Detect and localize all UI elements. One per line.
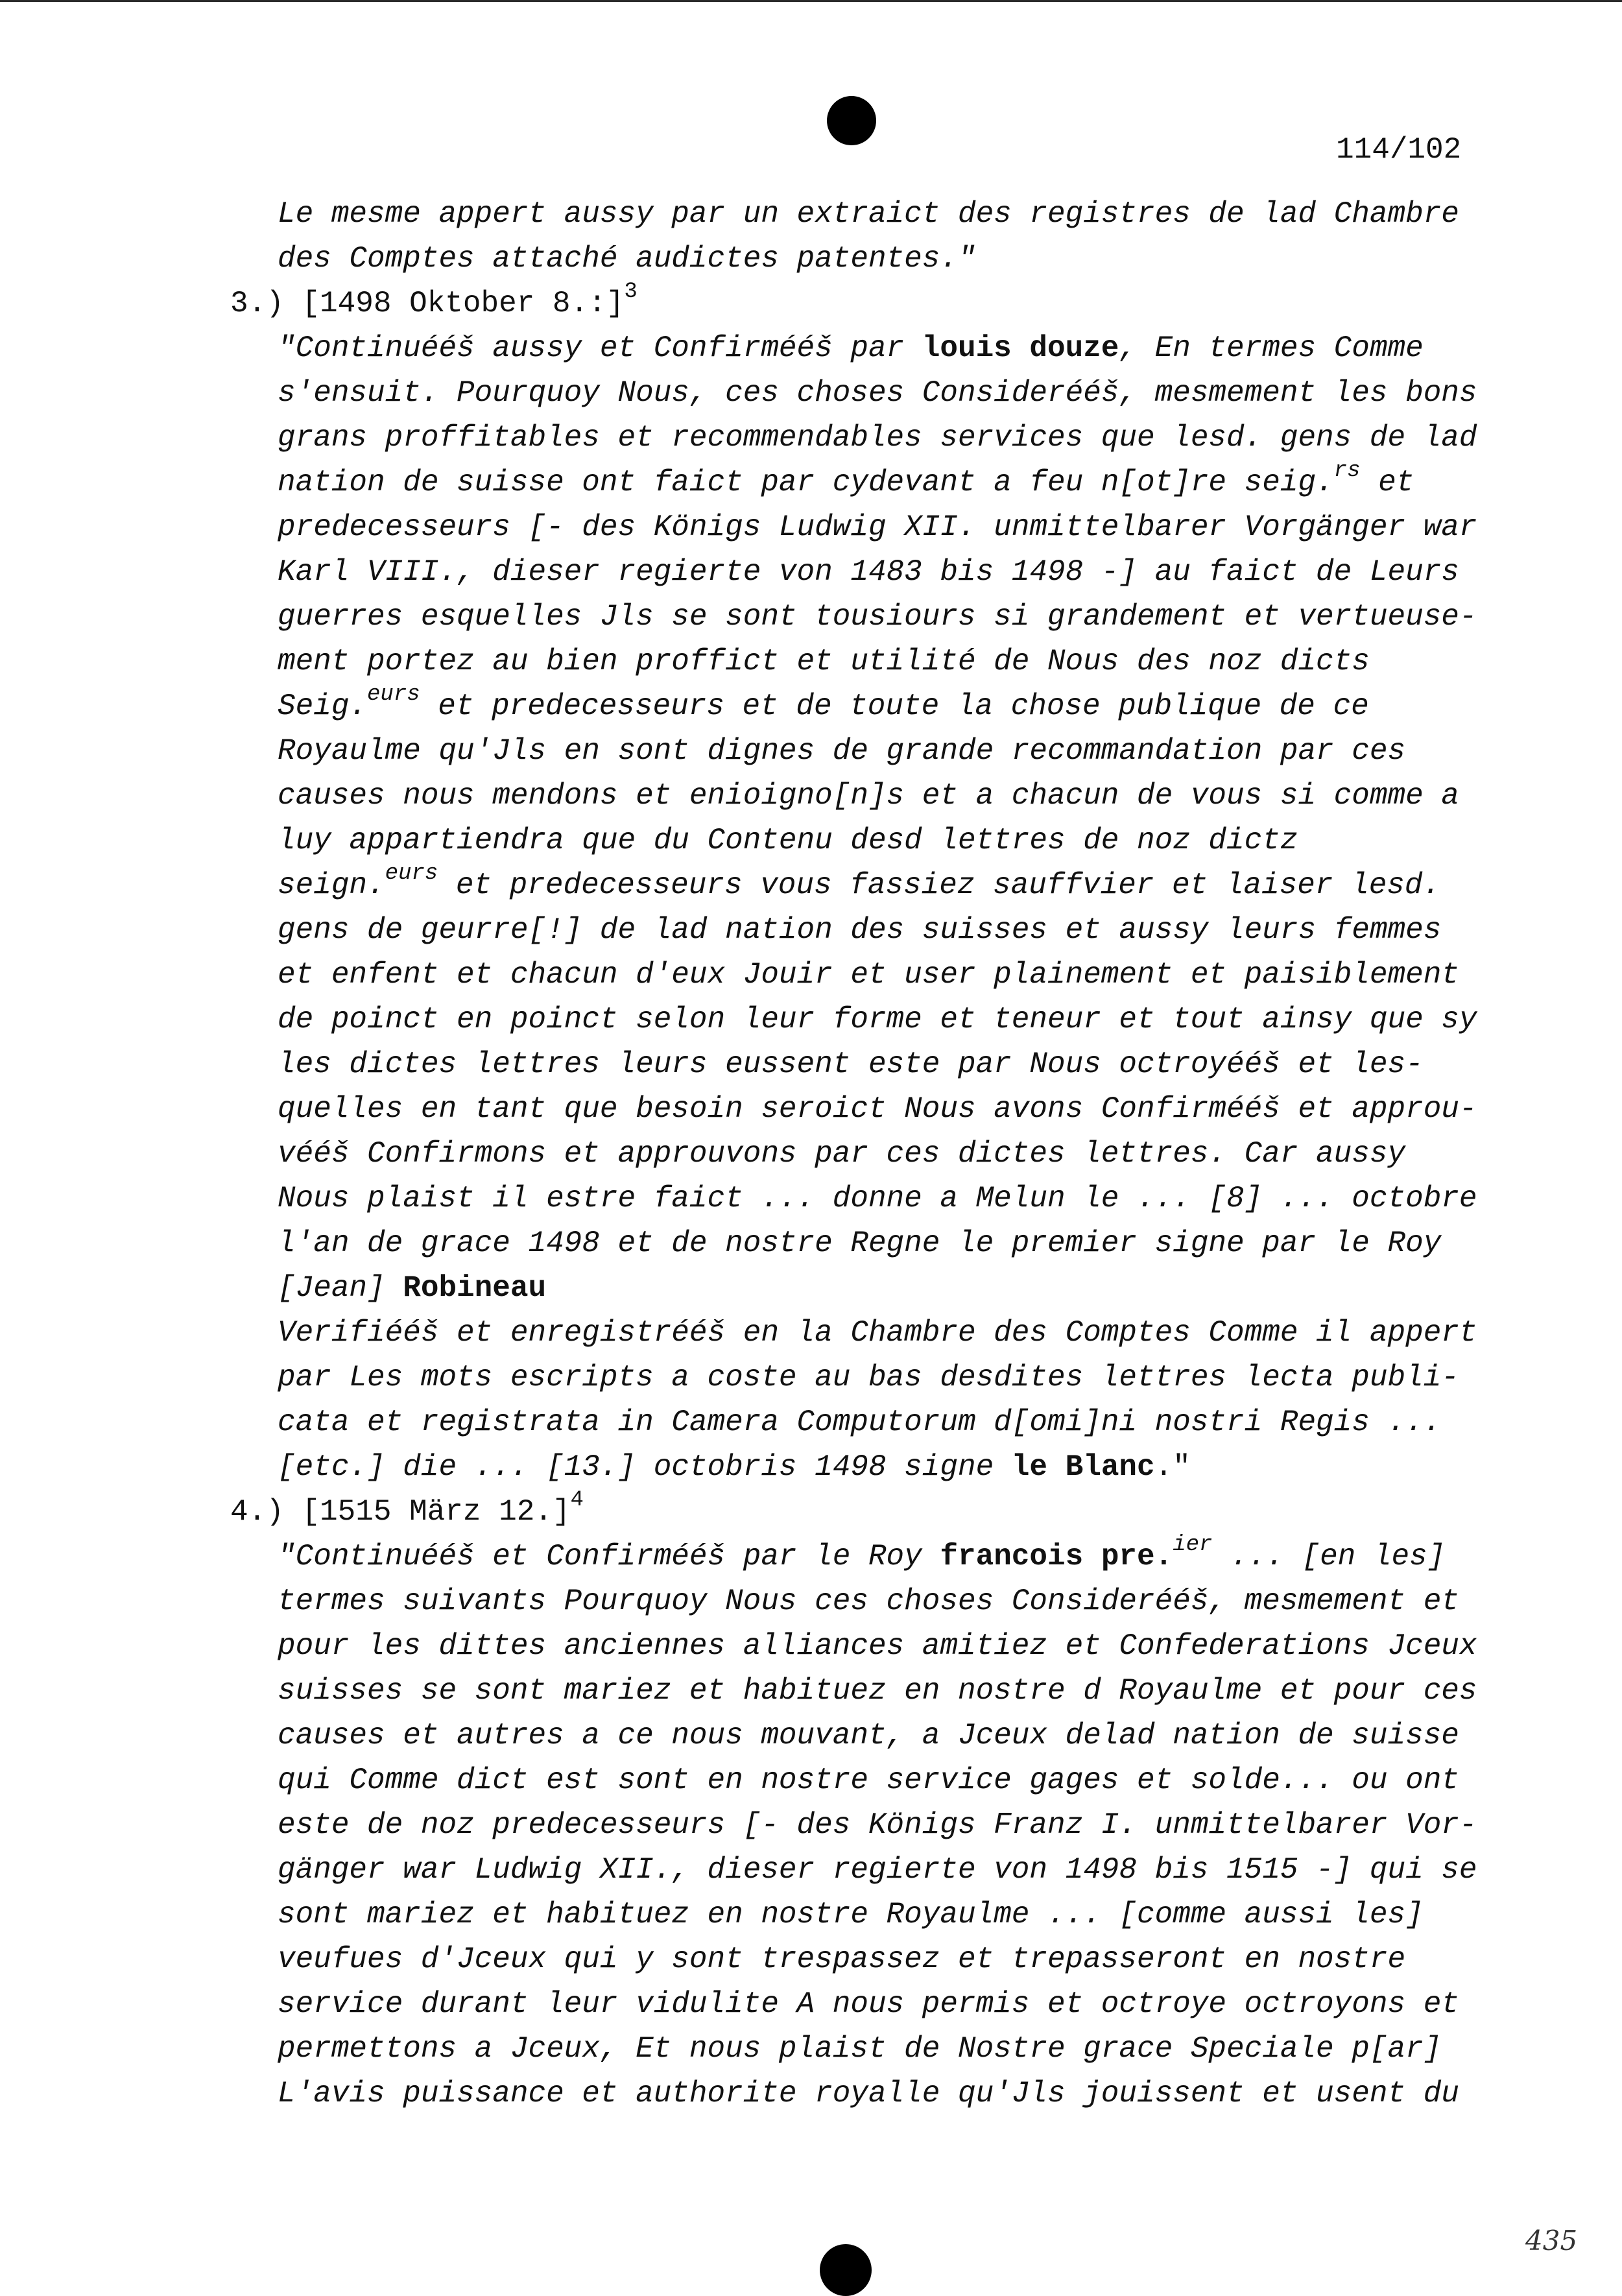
text-line: vééš Confirmons et approuvons par ces dictes lettres. Car aussy — [278, 1137, 1406, 1171]
text-line: Seig.$^{eurs}$ et predecesseurs et de toute la chose publique de ce — [278, 682, 1369, 723]
text-line: l'an de grace 1498 et de nostre Regne le premier signe par le Roy — [278, 1226, 1442, 1260]
text-line: [Jean] Robineau — [278, 1271, 547, 1305]
text-line: Karl VIII., dieser regierte von 1483 bis 1498 -] au faict de Leurs — [278, 555, 1459, 589]
punch-hole-bottom — [820, 2244, 872, 2296]
text-line: Nous plaist il estre faict ... donne a Melun le ... [8] ... octobre — [278, 1182, 1477, 1215]
text-line: s'ensuit. Pourquoy Nous, ces choses Considerééš, mesmement les bons — [278, 376, 1477, 410]
text-line: gänger war Ludwig XII., dieser regierte von 1498 bis 1515 -] qui se — [278, 1853, 1477, 1887]
text-line: veufues d'Jceux qui y sont trespassez et trepasseront en nostre — [278, 1943, 1406, 1976]
text-line: par Les mots escripts a coste au bas desdites lettres lecta publi- — [278, 1361, 1459, 1394]
text-line: guerres esquelles Jls se sont tousiours si grandement et vertueuse- — [278, 600, 1477, 634]
text-line: luy appartiendra que du Contenu desd lettres de noz dictz — [278, 824, 1298, 857]
text-line: "Continuééš aussy et Confirmééš par louis douze, En termes Comme — [278, 331, 1424, 365]
handwritten-page-number: 435 — [1525, 2225, 1578, 2256]
punch-hole-top — [827, 96, 876, 145]
text-line: causes et autres a ce nous mouvant, a Jceux delad nation de suisse — [278, 1719, 1459, 1752]
section-marker: 4.) — [230, 1495, 284, 1529]
page-top-edge — [0, 0, 1622, 2]
name-francois: francois pre. — [940, 1540, 1173, 1573]
text-line: pour les dittes anciennes alliances amitiez et Confederations Jceux — [278, 1629, 1477, 1663]
section-4-heading — [230, 1488, 584, 1531]
superscript: ier — [1173, 1533, 1213, 1557]
section-marker: 3.) — [230, 287, 284, 320]
text-line: "Continuééš et Confirmééš par le Roy francois pre.$^{ier}$ ... [en les] — [278, 1533, 1446, 1573]
text-line: permettons a Jceux, Et nous plaist de Nostre grace Speciale p[ar] — [278, 2032, 1442, 2066]
text-line: sont mariez et habituez en nostre Royaulme ... [comme aussi les] — [278, 1898, 1424, 1931]
text-line: L'avis puissance et authorite royalle qu'Jls jouissent et usent du — [278, 2077, 1459, 2111]
text-line: termes suivants Pourquoy Nous ces choses Considerééš, mesmement et — [278, 1584, 1459, 1618]
name-louis-douze: louis douze — [922, 331, 1119, 365]
name-le-blanc: le Blanc — [1011, 1450, 1155, 1484]
text-line: ment portez au bien proffict et utilité de Nous des noz dicts — [278, 645, 1370, 678]
text-line: causes nous mendons et enioigno[n]s et a chacun de vous si comme a — [278, 779, 1459, 813]
text-line: qui Comme dict est sont en nostre service gages et solde... ou ont — [278, 1764, 1459, 1797]
text-line: grans proffitables et recommendables services que lesd. gens de lad — [278, 421, 1477, 455]
text-line: [etc.] die ... [13.] octobris 1498 signe le Blanc." — [278, 1450, 1191, 1484]
text-line: este de noz predecesseurs [- des Königs Franz I. unmittelbarer Vor- — [278, 1808, 1477, 1842]
text-line: et enfent et chacun d'eux Jouir et user plainement et paisiblement — [278, 958, 1459, 992]
text-line: Verifiééš et enregistrééš en la Chambre des Comptes Comme il appert — [278, 1316, 1477, 1350]
section-date: [1498 Oktober 8.:] — [302, 287, 625, 320]
text-line: predecesseurs [- des Königs Ludwig XII. unmittelbarer Vorgänger war — [278, 510, 1477, 544]
text-line: cata et registrata in Camera Computorum d[omi]ni nostri Regis ... — [278, 1405, 1442, 1439]
text-line: des Comptes attaché audictes patentes." — [278, 242, 976, 276]
superscript: rs — [1333, 459, 1361, 483]
text-line: quelles en tant que besoin seroict Nous avons Confirmééš et approu- — [278, 1092, 1477, 1126]
name-robineau: Robineau — [403, 1271, 547, 1305]
footnote-ref: 4 — [570, 1488, 584, 1513]
superscript: eurs — [367, 682, 420, 707]
footnote-ref: 3 — [624, 280, 638, 304]
text-line: les dictes lettres leurs eussent este par Nous octroyééš et les- — [278, 1047, 1424, 1081]
text-line: suisses se sont mariez et habituez en nostre d Royaulme et pour ces — [278, 1674, 1477, 1708]
section-date: [1515 März 12.] — [302, 1495, 571, 1529]
superscript: eurs — [385, 861, 438, 886]
text-line: service durant leur vidulite A nous permis et octroye octroyons et — [278, 1987, 1459, 2021]
text-line: gens de geurre[!] de lad nation des suisses et aussy leurs femmes — [278, 913, 1442, 947]
text-line: nation de suisse ont faict par cydevant a feu n[ot]re seig.$^{rs}$ et — [278, 459, 1414, 499]
text-line: Le mesme appert aussy par un extraict des registres de lad Chambre — [278, 197, 1459, 231]
text-line: de poinct en poinct selon leur forme et teneur et tout ainsy que sy — [278, 1003, 1477, 1036]
page-number: 114/102 — [1336, 133, 1462, 167]
text-line: Royaulme qu'Jls en sont dignes de grande recommandation par ces — [278, 734, 1406, 768]
section-3-heading — [230, 280, 638, 323]
text-line: seign.$^{eurs}$ et predecesseurs vous fassiez sauffvier et laiser lesd. — [278, 861, 1441, 902]
